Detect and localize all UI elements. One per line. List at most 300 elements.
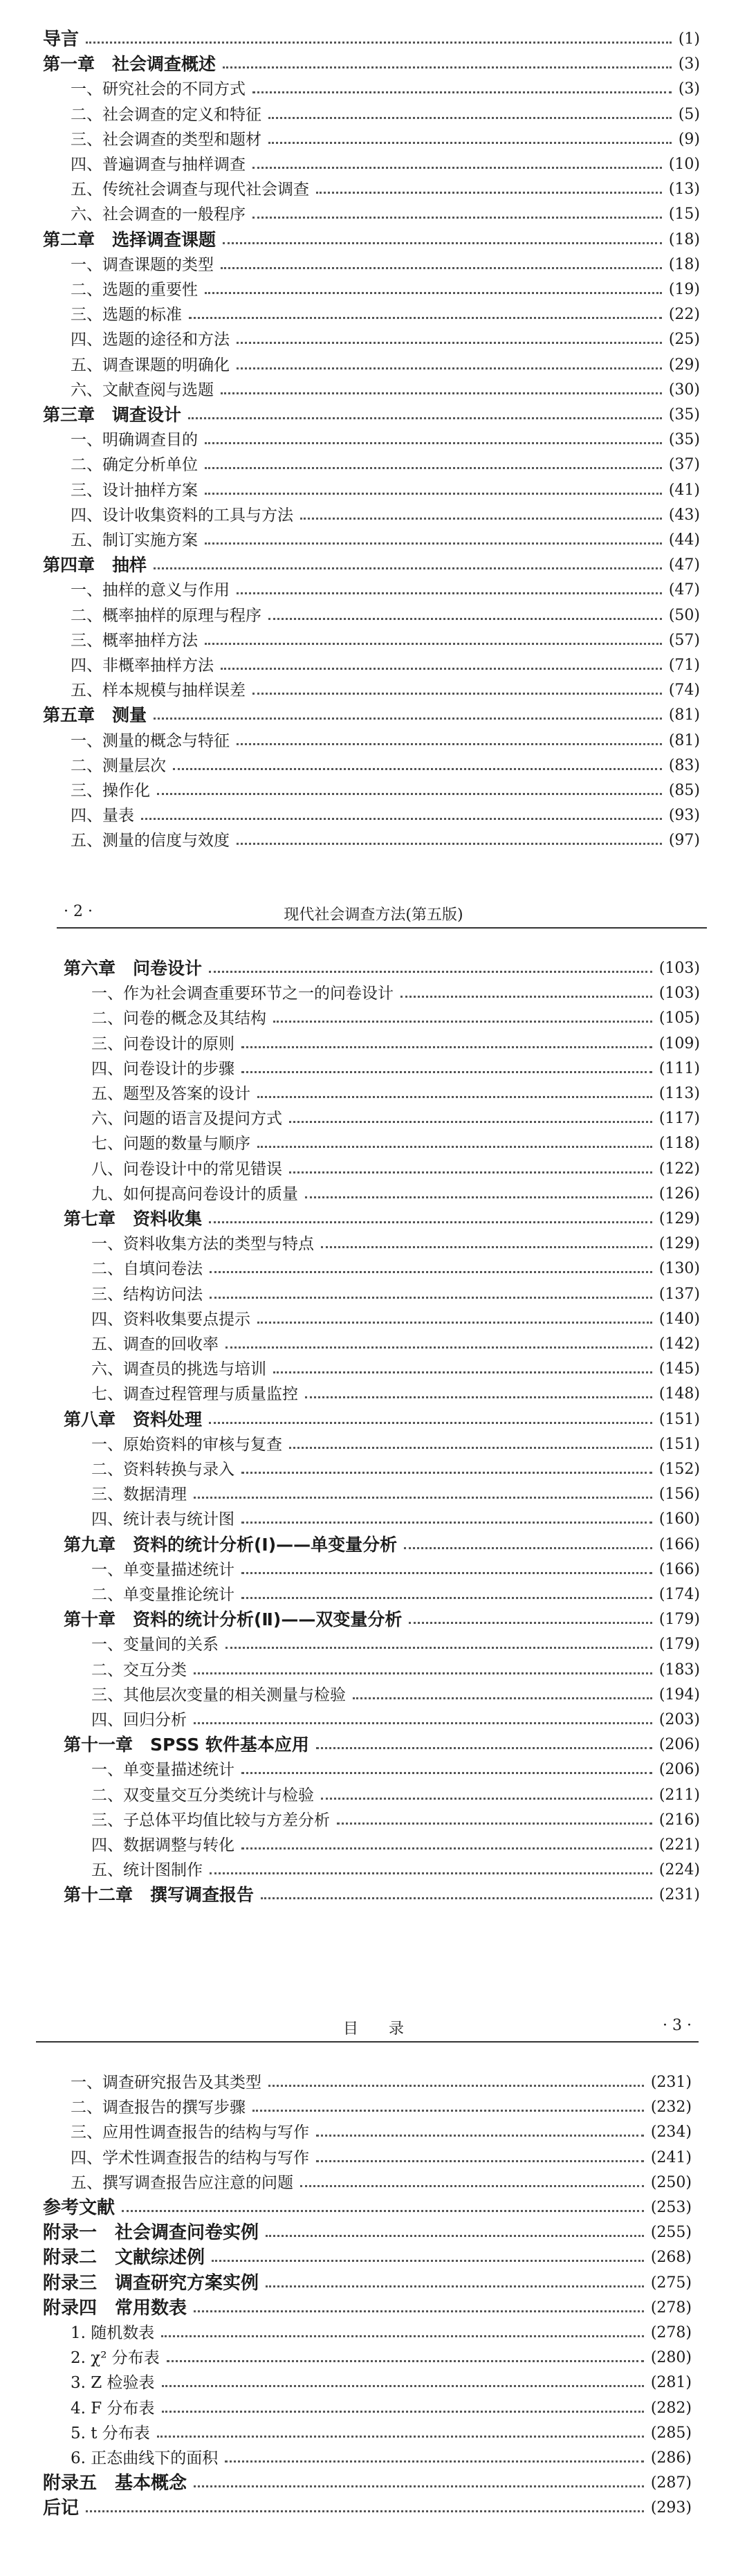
toc-page-number: (71) [668, 657, 700, 674]
toc-page-number: (231) [650, 2074, 692, 2091]
toc-page-number: (19) [668, 281, 700, 298]
toc-page-number: (234) [650, 2123, 692, 2141]
toc-section-entry [91, 1259, 700, 1279]
toc-section-entry [91, 1108, 700, 1129]
dot-leader [210, 1297, 652, 1299]
dot-leader [241, 1071, 652, 1073]
toc-entry-title: 二、问卷的概念及其结构 [91, 1010, 266, 1028]
dot-leader [205, 493, 662, 495]
toc-page-number: (126) [658, 1185, 700, 1203]
toc-entry-title: 第九章 资料的统计分析(Ⅰ)——单变量分析 [64, 1534, 398, 1555]
toc-page-number: (47) [668, 581, 700, 599]
toc-section-entry [91, 1234, 700, 1254]
toc-page-number: (130) [658, 1260, 700, 1278]
dot-leader [273, 1371, 652, 1373]
dot-leader [316, 1747, 652, 1749]
dot-leader [194, 1672, 652, 1674]
toc-section-entry [71, 580, 700, 601]
dot-leader [321, 1798, 652, 1800]
toc-entry-title: 参考文献 [43, 2198, 116, 2218]
toc-entry-title: 四、设计收集资料的工具与方法 [71, 506, 293, 524]
toc-page-number: (183) [658, 1661, 700, 1679]
toc-entry-title: 六、文献查阅与选题 [71, 381, 214, 399]
toc-section-entry [71, 805, 700, 826]
dot-leader [252, 2110, 644, 2112]
toc-section-entry [71, 830, 700, 851]
toc-page-number: (280) [650, 2349, 692, 2367]
toc-section-entry [71, 129, 700, 150]
dot-leader [167, 2360, 644, 2362]
toc-entry-title: 第十章 资料的统计分析(Ⅱ)——双变量分析 [64, 1609, 403, 1630]
toc-chapter-entry [43, 555, 700, 576]
toc-entry-title: 4. F 分布表 [71, 2399, 155, 2418]
toc-section-entry [71, 2398, 692, 2419]
toc-page-number: (206) [658, 1736, 700, 1754]
toc-entry-title: 二、测量层次 [71, 756, 166, 775]
toc-entry-title: 附录三 调查研究方案实例 [43, 2272, 259, 2294]
dot-leader [268, 618, 662, 620]
toc-section-entry [71, 204, 700, 225]
toc-section-entry [71, 655, 700, 676]
toc-page-number: (37) [668, 456, 700, 474]
toc-entry-title: 附录二 文献综述例 [43, 2247, 205, 2269]
toc-section-entry [71, 630, 700, 651]
toc-entry-title: 三、设计抽样方案 [71, 481, 198, 500]
toc-section-entry [91, 1760, 700, 1780]
toc-page-number: (44) [668, 531, 700, 549]
toc-entry-title: 导言 [43, 29, 80, 50]
dot-leader [252, 167, 662, 169]
toc-section-entry [71, 380, 700, 401]
toc-chapter-entry [64, 1735, 700, 1755]
header-rule [57, 927, 707, 929]
toc-entry-title: 第三章 调查设计 [43, 405, 182, 425]
toc-entry-title: 一、原始资料的审核与复查 [91, 1435, 282, 1454]
dot-leader [305, 1396, 652, 1398]
dot-leader [221, 267, 662, 269]
toc-section-entry [91, 1084, 700, 1104]
toc-section-entry [91, 1810, 700, 1831]
toc-section-entry [71, 255, 700, 275]
toc-entry-title: 第七章 资料收集 [64, 1209, 203, 1229]
toc-page-number: (221) [658, 1836, 700, 1854]
toc-entry-title: 一、抽样的意义与作用 [71, 581, 230, 600]
toc-entry-title: 二、概率抽样的原理与程序 [71, 606, 261, 625]
dot-leader [241, 1472, 652, 1474]
toc-page-number: (117) [658, 1110, 700, 1128]
dot-leader [237, 342, 662, 344]
toc-entry-title: 附录四 常用数表 [43, 2297, 187, 2319]
dot-leader [237, 592, 662, 594]
toc-page-number: (179) [658, 1611, 700, 1629]
toc-page-number: (113) [658, 1085, 700, 1102]
toc-entry-title: 一、资料收集方法的类型与特点 [91, 1235, 314, 1254]
toc-page-number: (105) [658, 1010, 700, 1027]
toc-entry-title: 三、概率抽样方法 [71, 631, 198, 650]
toc-section-entry [71, 505, 700, 526]
toc-page-number: (278) [650, 2299, 692, 2317]
dot-leader [241, 1847, 652, 1849]
dot-leader [273, 1021, 652, 1023]
toc-entry-title: 四、统计表与统计图 [91, 1510, 234, 1529]
toc-chapter-entry [43, 2247, 692, 2268]
toc-page-number: (1) [678, 30, 700, 48]
toc-page-number: (250) [650, 2173, 692, 2191]
dot-leader [194, 2310, 644, 2312]
toc-page-number: (81) [668, 706, 700, 724]
toc-chapter-entry [43, 2473, 692, 2494]
toc-page-number: (148) [658, 1385, 700, 1403]
dot-leader [241, 1597, 652, 1599]
toc-page-number: (232) [650, 2099, 692, 2117]
toc-chapter-entry [64, 1609, 700, 1630]
toc-section-entry [71, 430, 700, 450]
toc-entry-title: 四、量表 [71, 807, 134, 825]
dot-leader [225, 1346, 652, 1349]
toc-entry-title: 三、其他层次变量的相关测量与检验 [91, 1686, 346, 1704]
toc-entry-title: 四、非概率抽样方法 [71, 657, 214, 675]
dot-leader [237, 743, 662, 745]
toc-page-number: (103) [658, 960, 700, 977]
toc-entry-title: 一、调查研究报告及其类型 [71, 2074, 261, 2092]
toc-section-entry [71, 2097, 692, 2118]
dot-leader [162, 2411, 644, 2413]
dot-leader [305, 1196, 652, 1198]
toc-entry-title: 二、交互分类 [91, 1661, 187, 1679]
toc-entry-title: 二、单变量推论统计 [91, 1586, 234, 1604]
toc-page-number: (85) [668, 782, 700, 799]
toc-page-number: (241) [650, 2148, 692, 2166]
toc-entry-title: 二、自填问卷法 [91, 1260, 203, 1279]
toc-entry-title: 三、选题的标准 [71, 306, 182, 325]
toc-chapter-entry [43, 2222, 692, 2243]
toc-page-number: (74) [668, 682, 700, 700]
toc-entry-title: 五、调查课题的明确化 [71, 356, 230, 374]
dot-leader [300, 2185, 644, 2187]
toc-entry-title: 第五章 测量 [43, 705, 147, 726]
dot-leader [157, 793, 662, 795]
toc-entry-title: 一、作为社会调查重要环节之一的问卷设计 [91, 985, 394, 1003]
dot-leader [161, 2335, 644, 2337]
dot-leader [210, 1872, 652, 1874]
toc-page-number: (57) [668, 631, 700, 649]
dot-leader [400, 996, 652, 998]
running-header-left: · 2 · [64, 903, 93, 920]
toc-page-number: (275) [650, 2274, 692, 2292]
dot-leader [266, 2235, 644, 2237]
toc-section-entry [71, 304, 700, 325]
dot-leader [173, 768, 662, 770]
header-rule [36, 2041, 699, 2043]
dot-leader [212, 2260, 644, 2262]
running-header-right: · 3 · [663, 2017, 692, 2034]
toc-entry-title: 五、制订实施方案 [71, 531, 198, 549]
toc-page-number: (122) [658, 1160, 700, 1178]
toc-page-number: (151) [658, 1410, 700, 1428]
toc-page-number: (13) [668, 181, 700, 199]
toc-section-entry [91, 1359, 700, 1380]
toc-section-entry [71, 2323, 692, 2344]
toc-entry-title: 一、测量的概念与特征 [71, 731, 230, 750]
dot-leader [205, 643, 662, 645]
toc-entry-title: 一、调查课题的类型 [71, 255, 214, 274]
toc-entry-title: 第六章 问卷设计 [64, 958, 203, 978]
dot-leader [221, 668, 662, 670]
toc-page-number: (151) [658, 1435, 700, 1453]
toc-page-number: (206) [658, 1761, 700, 1779]
dot-leader [241, 1772, 652, 1774]
toc-section-entry [71, 756, 700, 776]
toc-entry-title: 二、调查报告的撰写步骤 [71, 2099, 246, 2117]
toc-section-entry [71, 2448, 692, 2469]
toc-section-entry [91, 1560, 700, 1580]
toc-section-entry [91, 1059, 700, 1079]
toc-entry-title: 二、选题的重要性 [71, 281, 198, 299]
dot-leader [268, 142, 672, 144]
toc-entry-title: 五、统计图制作 [91, 1861, 203, 1880]
toc-entry-title: 三、操作化 [71, 782, 150, 800]
toc-entry-title: 三、应用性调查报告的结构与写作 [71, 2123, 309, 2142]
toc-entry-title: 1. 随机数表 [71, 2324, 155, 2342]
dot-leader [409, 1622, 652, 1624]
toc-section-entry [71, 280, 700, 300]
toc-entry-title: 一、单变量描述统计 [91, 1560, 234, 1579]
toc-entry-title: 后记 [43, 2498, 80, 2519]
dot-leader [225, 2460, 644, 2463]
dot-leader [223, 242, 662, 244]
dot-leader [289, 1121, 652, 1123]
toc-page-number: (10) [668, 156, 700, 173]
toc-page-number: (255) [650, 2224, 692, 2242]
toc-section-entry [71, 780, 700, 801]
toc-page-number: (293) [650, 2499, 692, 2517]
toc-page-number: (5) [678, 105, 700, 123]
dot-leader [141, 818, 662, 820]
dot-leader [316, 2160, 644, 2162]
dot-leader [189, 317, 662, 319]
toc-entry-title: 二、双变量交互分类统计与检验 [91, 1786, 314, 1805]
toc-section-entry [91, 1309, 700, 1330]
dot-leader [257, 1096, 652, 1098]
toc-page-number: (9) [678, 130, 700, 148]
toc-chapter-entry [64, 1535, 700, 1555]
toc-entry-title: 七、问题的数量与顺序 [91, 1135, 250, 1153]
toc-entry-title: 一、研究社会的不同方式 [71, 80, 246, 99]
dot-leader [241, 1046, 652, 1048]
toc-page-number: (97) [668, 832, 700, 850]
toc-page-number: (137) [658, 1285, 700, 1303]
toc-entry-title: 五、传统社会调查与现代社会调查 [71, 181, 309, 199]
toc-entry-title: 三、社会调查的类型和题材 [71, 130, 261, 149]
toc-entry-title: 2. χ² 分布表 [71, 2349, 160, 2368]
toc-section-entry [91, 1159, 700, 1180]
toc-page-number: (278) [650, 2324, 692, 2341]
toc-chapter-entry [43, 230, 700, 250]
toc-entry-title: 五、样本规模与抽样误差 [71, 682, 246, 700]
toc-page-number: (253) [650, 2199, 692, 2216]
dot-leader [237, 367, 662, 369]
toc-page-number: (268) [650, 2249, 692, 2267]
toc-page-number: (160) [658, 1510, 700, 1528]
toc-page-number: (35) [668, 431, 700, 449]
toc-entry-title: 一、变量间的关系 [91, 1636, 219, 1654]
toc-entry-title: 第一章 社会调查概述 [43, 54, 216, 75]
toc-section-entry [71, 2373, 692, 2393]
dot-leader [194, 1497, 652, 1499]
dot-leader [404, 1547, 652, 1549]
toc-page-number: (282) [650, 2399, 692, 2417]
toc-entry-title: 五、调查的回收率 [91, 1335, 219, 1353]
toc-page-number: (81) [668, 731, 700, 749]
toc-entry-title: 三、问卷设计的原则 [91, 1034, 234, 1053]
toc-entry-title: 四、资料收集要点提示 [91, 1310, 250, 1328]
toc-section-entry [91, 1008, 700, 1029]
dot-leader [316, 2135, 644, 2137]
dot-leader [223, 66, 672, 68]
toc-chapter-entry [43, 2298, 692, 2319]
dot-leader [316, 192, 662, 194]
toc-entry-title: 二、确定分析单位 [71, 456, 198, 475]
toc-entry-title: 四、问卷设计的步骤 [91, 1059, 234, 1078]
toc-page-number: (3) [678, 55, 700, 73]
toc-entry-title: 3. Z 检验表 [71, 2374, 155, 2393]
toc-section-entry [91, 1484, 700, 1505]
toc-section-entry [71, 680, 700, 701]
toc-chapter-entry [43, 405, 700, 426]
toc-section-entry [71, 605, 700, 626]
toc-section-entry [91, 1034, 700, 1054]
toc-section-entry [71, 2173, 692, 2193]
toc-entry-title: 六、社会调查的一般程序 [71, 205, 246, 224]
toc-section-entry [71, 731, 700, 751]
toc-section-entry [91, 1660, 700, 1681]
dot-leader [252, 693, 662, 695]
toc-entry-title: 第十一章 SPSS 软件基本应用 [64, 1735, 309, 1755]
toc-page-number: (216) [658, 1811, 700, 1829]
toc-page-number: (211) [658, 1786, 700, 1804]
toc-chapter-entry [64, 958, 700, 979]
toc-section-entry [71, 455, 700, 475]
toc-section-entry [71, 2348, 692, 2368]
toc-entry-title: 四、学术性调查报告的结构与写作 [71, 2148, 309, 2167]
toc-section-entry [91, 1384, 700, 1405]
toc-page-number: (129) [658, 1235, 700, 1253]
toc-page-number: (224) [658, 1861, 700, 1879]
dot-leader [237, 843, 662, 845]
toc-section-entry [91, 1459, 700, 1480]
toc-entry-title: 四、选题的途径和方法 [71, 331, 230, 349]
toc-entry-title: 三、子总体平均值比较与方差分析 [91, 1811, 330, 1829]
toc-entry-title: 九、如何提高问卷设计的质量 [91, 1185, 298, 1203]
toc-entry-title: 第八章 资料处理 [64, 1409, 203, 1429]
toc-section-entry [71, 2122, 692, 2143]
toc-page-number: (18) [668, 230, 700, 248]
toc-entry-title: 四、回归分析 [91, 1711, 187, 1729]
dot-leader [86, 42, 672, 44]
toc-entry-title: 一、明确调查目的 [71, 431, 198, 450]
dot-leader [154, 567, 662, 569]
toc-page-number: (203) [658, 1711, 700, 1728]
dot-leader [353, 1697, 652, 1699]
toc-chapter-entry [43, 2498, 692, 2519]
toc-chapter-entry [43, 2198, 692, 2218]
dot-leader [194, 2485, 644, 2487]
toc-page-number: (41) [668, 481, 700, 499]
toc-page-number: (129) [658, 1210, 700, 1227]
toc-section-entry [91, 1284, 700, 1305]
toc-page-number: (25) [668, 331, 700, 349]
toc-page-number: (35) [668, 406, 700, 423]
dot-leader [210, 1271, 652, 1273]
toc-page-number: (174) [658, 1586, 700, 1603]
toc-page-number: (285) [650, 2424, 692, 2442]
toc-chapter-entry [43, 705, 700, 726]
toc-section-entry [71, 79, 700, 100]
dot-leader [209, 1221, 652, 1223]
toc-section-entry [91, 1184, 700, 1205]
toc-page-number: (83) [668, 756, 700, 774]
toc-page-number: (93) [668, 807, 700, 825]
toc-page-number: (194) [658, 1686, 700, 1703]
toc-entry-title: 第十二章 撰写调查报告 [64, 1885, 255, 1906]
dot-leader [257, 1146, 652, 1148]
dot-leader [257, 1322, 652, 1324]
dot-leader [205, 542, 662, 545]
dot-leader [209, 1422, 652, 1424]
toc-section-entry [71, 2148, 692, 2168]
dot-leader [194, 1722, 652, 1724]
toc-section-entry [71, 355, 700, 376]
toc-section-entry [71, 480, 700, 501]
dot-leader [225, 1647, 652, 1649]
toc-chapter-entry [43, 54, 700, 75]
toc-section-entry [91, 1835, 700, 1856]
dot-leader [209, 971, 652, 973]
toc-section-entry [71, 154, 700, 175]
toc-section-entry [91, 1860, 700, 1881]
toc-section-entry [91, 1710, 700, 1730]
dot-leader [188, 417, 662, 419]
toc-page-number: (179) [658, 1636, 700, 1654]
toc-entry-title: 附录一 社会调查问卷实例 [43, 2222, 259, 2244]
toc-section-entry [91, 1785, 700, 1806]
toc-page-number: (50) [668, 606, 700, 624]
toc-section-entry [71, 104, 700, 125]
toc-section-entry [71, 329, 700, 350]
toc-section-entry [91, 1685, 700, 1706]
toc-section-entry [91, 1634, 700, 1655]
toc-page-number: (3) [678, 80, 700, 98]
dot-leader [205, 442, 662, 444]
dot-leader [162, 2385, 644, 2387]
toc-entry-title: 三、数据清理 [91, 1486, 187, 1504]
toc-section-entry [71, 530, 700, 551]
toc-chapter-entry [64, 1409, 700, 1430]
toc-section-entry [71, 179, 700, 200]
toc-section-entry [91, 1584, 700, 1605]
dot-leader [205, 292, 662, 294]
toc-entry-title: 二、社会调查的定义和特征 [71, 105, 261, 124]
toc-page-number: (281) [650, 2374, 692, 2392]
toc-page-number: (140) [658, 1310, 700, 1328]
toc-page-number: (287) [650, 2474, 692, 2492]
toc-page-number: (111) [658, 1059, 700, 1077]
dot-leader [241, 1522, 652, 1524]
toc-section-entry [71, 2423, 692, 2444]
toc-entry-title: 六、问题的语言及提问方式 [91, 1110, 282, 1129]
dot-leader [289, 1171, 652, 1173]
dot-leader [154, 718, 662, 720]
